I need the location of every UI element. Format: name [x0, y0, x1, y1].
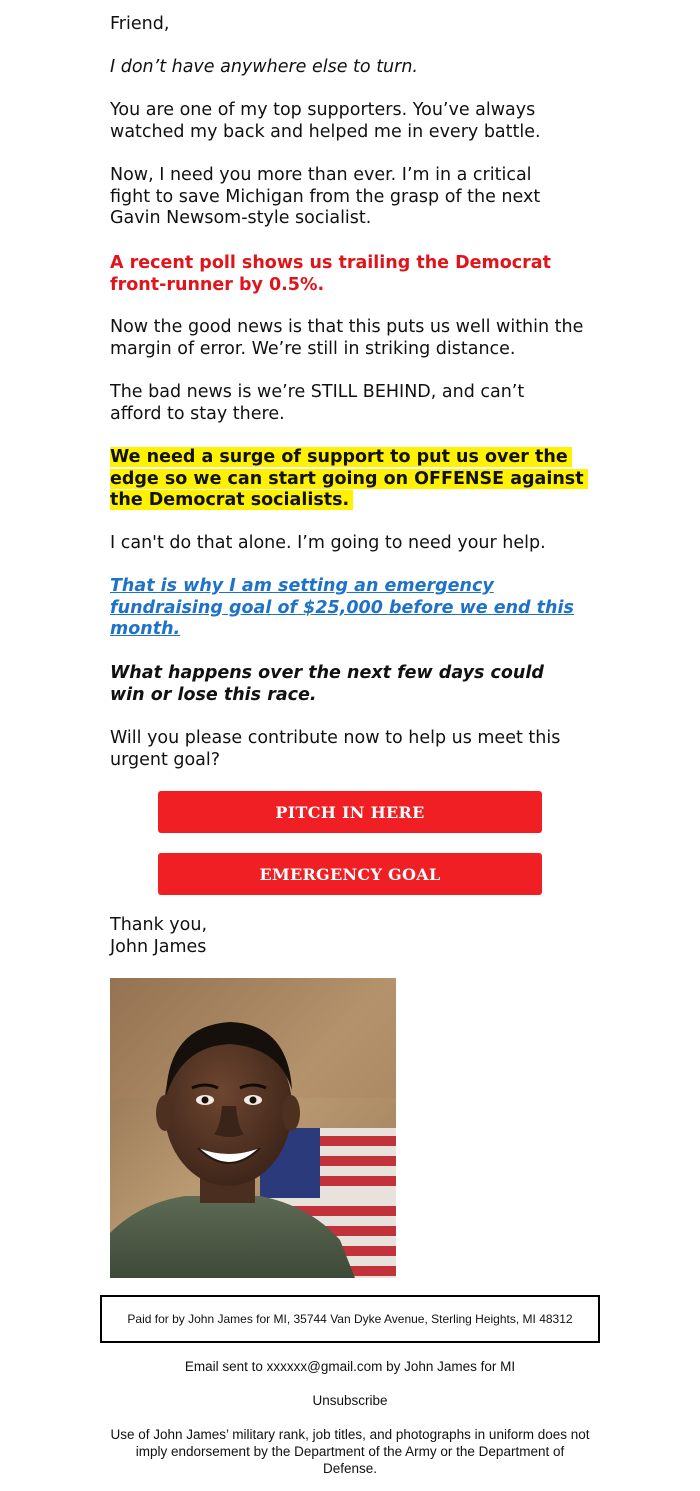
intro-paragraph — [110, 57, 600, 79]
paragraph-need-help — [110, 533, 600, 555]
candidate-photo — [110, 978, 396, 1278]
good-news-text: Now the good news is that this puts us well within the margin of error. We’re still in striking distance. — [110, 317, 584, 359]
signoff-thanks: Thank you, — [110, 915, 208, 935]
signoff-name: John James — [110, 936, 207, 957]
paragraph-next-days — [110, 663, 580, 706]
next-days-text: What happens over the next few days could win or lose this race. — [110, 663, 544, 705]
poll-paragraph — [110, 253, 580, 296]
paragraph-need-you — [110, 165, 570, 230]
intro-text: I don’t have anywhere else to turn. — [110, 57, 418, 77]
highlight-text: We need a surge of support to put us over the edge so we can start going on OFFENSE against the Democrat socialists. — [110, 447, 588, 510]
paragraph-contribute — [110, 728, 590, 771]
highlight-paragraph — [110, 447, 590, 512]
paid-for-box — [100, 1295, 600, 1343]
fundraising-goal-link[interactable]: That is why I am setting an emergency fundraising goal of $25,000 before we end this month. — [110, 576, 574, 639]
contribute-text: Will you please contribute now to help us meet this urgent goal? — [110, 728, 561, 770]
emergency-goal-button[interactable]: EMERGENCY GOAL — [158, 853, 542, 895]
email-sent-line: Email sent to xxxxxx@gmail.com by John James for MI — [184, 1359, 516, 1374]
signoff — [110, 915, 600, 958]
need-help-text: I can't do that alone. I’m going to need your help. — [110, 533, 546, 553]
pitch-in-button[interactable]: PITCH IN HERE — [158, 791, 542, 833]
paid-for-text: Paid for by John James for MI, 35744 Van Dyke Avenue, Sterling Heights, MI 48312 — [127, 1312, 573, 1326]
need-you-text: Now, I need you more than ever. I’m in a critical fight to save Michigan from the grasp of the next Gavin Newsom-style socialist. — [110, 165, 541, 228]
fundraising-link-paragraph — [110, 576, 600, 641]
bad-news-text: The bad news is we’re STILL BEHIND, and can’t afford to stay there. — [110, 382, 525, 424]
disclaimer: Use of John James’ military rank, job titles, and photographs in uniform does not imply endorsement by the Department of the Army or the Department of Defense. — [110, 1427, 590, 1476]
paragraph-good-news — [110, 317, 590, 360]
unsubscribe-link[interactable]: Unsubscribe — [312, 1393, 388, 1408]
paragraph-supporters — [110, 100, 580, 143]
greeting — [110, 14, 600, 36]
paragraph-bad-news — [110, 382, 570, 425]
supporters-text: You are one of my top supporters. You’ve always watched my back and helped me in every battle. — [110, 100, 541, 142]
poll-text: A recent poll shows us trailing the Democrat front-runner by 0.5%. — [110, 253, 551, 295]
greeting-text: Friend, — [110, 14, 170, 34]
